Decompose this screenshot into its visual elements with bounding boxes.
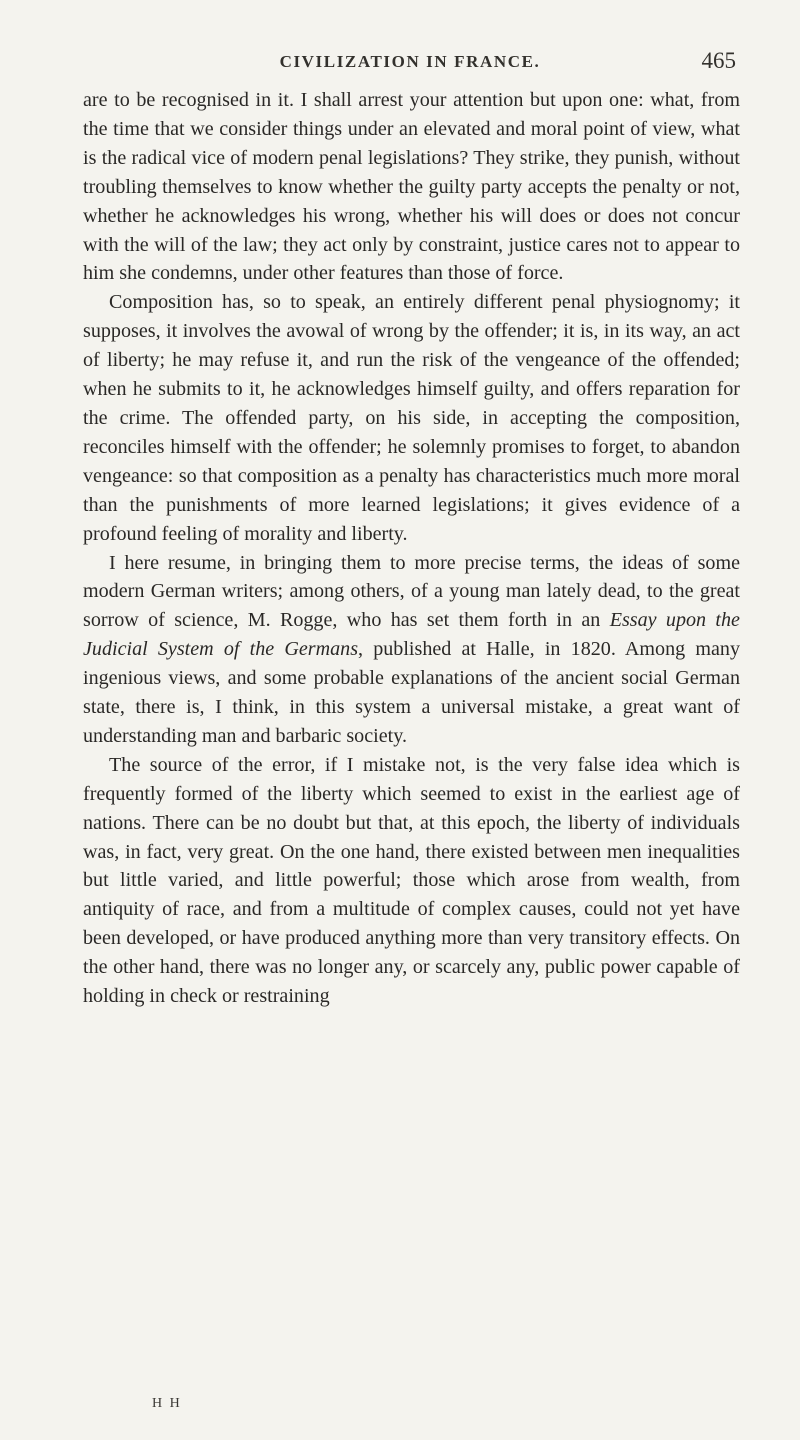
paragraph-3 <box>83 549 740 751</box>
paragraph-3-text-after: , published at Halle, in 1820. Among many ingenious views, and some probable explanations of the ancient social German state, there is, I think, in this system a universal mistake, a great want of understanding man and barbaric society. <box>83 638 740 747</box>
paragraph-4: The source of the error, if I mistake not, is the very false idea which is frequently formed of the liberty which seemed to exist in the earliest age of nations. There can be no doubt but that, at this epoch, the liberty of individuals was, in fact, very great. On the one hand, there existed between men inequalities but little varied, and little powerful; those which arose from wealth, from antiquity of race, and from a multitude of complex causes, could not yet have been developed, or have produced anything more than very transitory effects. On the other hand, there was no longer any, or scarcely any, public power capable of holding in check or restraining <box>83 753 740 1008</box>
running-title: CIVILIZATION IN FRANCE. <box>279 52 541 71</box>
running-head <box>80 48 740 82</box>
paragraph-2: Composition has, so to speak, an entirely different penal physiognomy; it supposes, it involves the avowal of wrong by the offender; it is, in its way, an act of liberty; he may refuse it, and run the risk of the vengeance of the offended; when he submits to it, he acknowledges himself guilty, and offers reparation for the crime. The offended party, on his side, in accepting the composition, reconciles himself with the offender; he solemnly promises to forget, to abandon vengeance: so that composition as a penalty has characteristics much more moral than the punishments of more learned legislations; it gives evidence of a profound feeling of morality and liberty. <box>83 291 740 545</box>
book-title-italic: Essay upon the Judicial System of the Germans <box>83 609 740 661</box>
signature-mark: H H <box>152 1396 182 1411</box>
paragraph-3-text-before: I here resume, in bringing them to more precise terms, the ideas of some modern German writers; among others, of a young man lately dead, to the great sorrow of science, M. Rogge, who has set them forth in an <box>83 551 740 632</box>
body-text <box>83 86 740 1011</box>
paragraph-1: are to be recognised in it. I shall arrest your attention but upon one: what, from the time that we consider things under an elevated and moral point of view, what is the radical vice of modern penal legislations? They strike, they punish, without troubling themselves to know whether the guilty party accepts the penalty or not, whether he acknowledges his wrong, whether his will does or does not concur with the will of the law; they act only by constraint, justice cares not to appear to him she condemns, under other features than those of force. <box>83 89 740 285</box>
page-number: 465 <box>701 48 736 73</box>
